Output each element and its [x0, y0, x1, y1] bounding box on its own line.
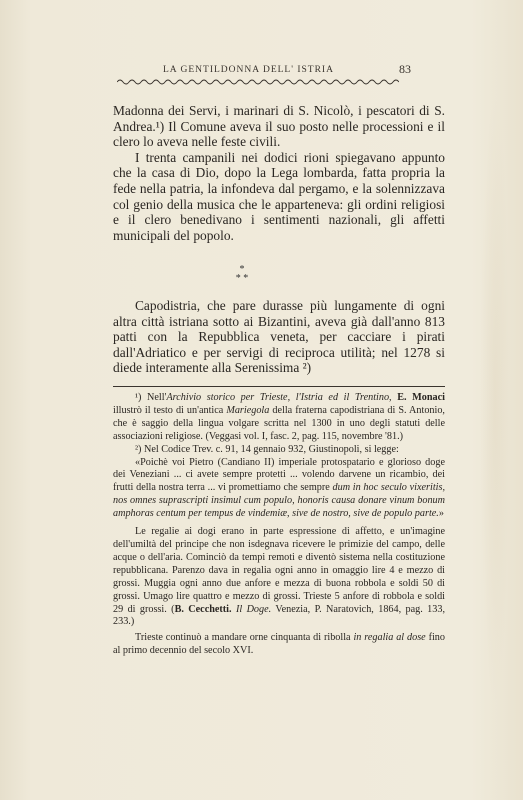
- footnote-rule: [113, 386, 445, 387]
- footnote-2-regalie: [113, 526, 445, 629]
- note-text: Venezia, P. Naratovich, 1864, pag. 133, 233.): [113, 603, 446, 628]
- footnote-1: [113, 392, 445, 444]
- body-block-1: [113, 103, 445, 243]
- note-text: illustrò il testo di un'antica: [113, 404, 227, 416]
- note-text: fino al primo decennio del secolo XVI.: [113, 632, 445, 657]
- quote-close: »: [438, 508, 444, 520]
- note-text: Le regalie ai dogi erano in parte espressione di affetto, e un'imagine dell'umiltà del principe che non isdegnava ricevere le primizie del campo, delle acque o dell'aria. Cominciò da tempi remoti e diventò sistema nella costituzione repubblicana. Parenzo dava in regalia ogni anno in omaggio lire 4 e mezzo di grossi. Muggia ogni anno due anfore e mezza di buona robbola e soldi 50 di grossi. Umago lire quattro e mezzo di grossi. Trieste 5 anfore di robbola e soldi 29 di grossi. (: [113, 526, 445, 615]
- note-title: Il Doge.: [231, 603, 272, 615]
- note-text: della fraterna capodistriana di S. Antonio, che è saggio della lingua volgare scritta nel 1300 in uno degli statuti delle associazioni religiose. (Veggasi vol. I, fasc. 2, pag. 115, novembre '81.): [113, 404, 445, 442]
- quote-text: «Poichè voi Pietro (Candiano II) imperiale protospatario e glorioso doge dei Veneziani ... ci avete sempre protetti ... volendo darvene un ricambio, dei frutti della nostra terra ... vi promettiamo che sempre: [113, 456, 445, 494]
- paragraph: I trenta campanili nei dodici rioni spiegavano appunto che la casa di Dio, dopo la Lega lombarda, fatta propria la fede nella patria, la infondeva dal pergamo, e la solennizzava col genio della musica che le apparteneva: gli ordini religiosi e il clero benedivano i sentimenti nazionali, gli affetti municipali del popolo.: [113, 149, 445, 243]
- footnote-2-trieste: [113, 632, 445, 658]
- page-number: 83: [399, 62, 411, 76]
- separator-star-top: *: [239, 264, 245, 275]
- paper-stain: [480, 90, 510, 710]
- section-separator: [222, 265, 262, 283]
- note-marker: ¹) Nell': [135, 392, 167, 403]
- running-header: [163, 62, 463, 79]
- note-italic: Mariegola: [226, 404, 270, 416]
- note-title: Archivio storico per Trieste, l'Istria ed il Trentino,: [166, 392, 392, 403]
- wavy-rule: [117, 78, 399, 86]
- paragraph: Madonna dei Servi, i marinari di S. Nicolò, i pescatori di S. Andrea.¹) Il Comune aveva il suo posto nelle processioni e il clero lo aveva nelle feste civili.: [113, 103, 445, 150]
- footnotes: [113, 392, 445, 658]
- separator-stars-bottom: * *: [235, 273, 249, 284]
- footnote-2: ²) Nel Codice Trev. c. 91, 14 gennaio 932, Giustinopoli, si legge:: [135, 443, 399, 455]
- footnote-2-quote: [113, 457, 445, 522]
- note-author: B. Cecchetti.: [174, 603, 232, 615]
- note-text: Trieste continuò a mandare orne cinquanta di ribolla: [135, 632, 354, 644]
- body-block-2: [113, 298, 445, 376]
- running-title: LA GENTILDONNA DELL' ISTRIA: [163, 65, 334, 75]
- paragraph: Capodistria, che pare durasse più lungamente di ogni altra città istriana sotto ai Bizantini, aveva già dall'anno 813 patti con la Repubblica veneta, per cacciare i pirati dall'Adriatico e per servigi di reciproca utilità; nel 1278 si diede interamente alla Serenissima ²): [113, 298, 445, 376]
- note-author: E. Monaci: [391, 392, 445, 403]
- quote-latin: dum in hoc seculo vixeritis, nos omnes suprascripti insimul cum populo, honoris causa donare vinum bonum amphoras centum per tempus de vindemiæ, sive de nostro, sive de populo parte.: [113, 482, 445, 520]
- note-italic: in regalia al dose: [353, 632, 426, 644]
